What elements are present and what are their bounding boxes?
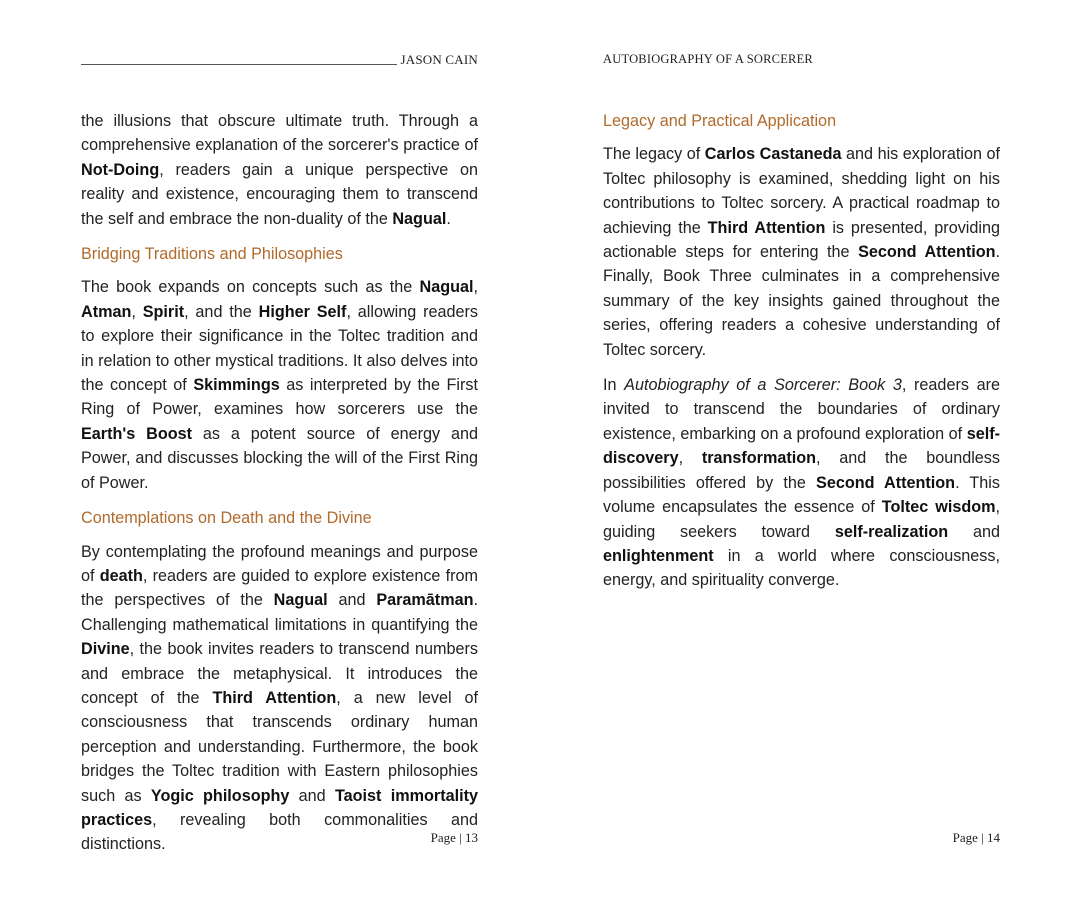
page-number-14: Page | 14	[952, 830, 1000, 845]
bold-term: Higher Self	[258, 302, 347, 321]
bold-term: Nagual	[419, 278, 474, 297]
bold-term: Taoist immortality practices	[81, 786, 478, 829]
bold-term: Divine	[81, 640, 130, 659]
bold-term: Toltec wisdom	[881, 498, 996, 517]
bold-term: Paramātman	[376, 591, 474, 610]
bold-term: enlightenment	[603, 546, 714, 565]
bold-term: Yogic philosophy	[150, 786, 290, 805]
right-page-body	[603, 109, 1000, 604]
opening-paragraph: the illusions that obscure ultimate truth. Through a comprehensive explanation of the sorcerer's practice of Not-Doing, readers gain a unique perspective on reality and existence, encouraging them to transcend the self and embrace the non-duality of the Nagual.	[81, 112, 478, 228]
bridging-traditions-paragraph: The book expands on concepts such as the Nagual, Atman, Spirit, and the Higher Self, allowing readers to explore their significance in the Toltec tradition and in relation to other mystical traditions. It also delves into the concept of Skimmings as interpreted by the First Ring of Power, examines how sorcerers use the Earth's Boost as a potent source of energy and Power, and discusses blocking the will of the First Ring of Power.	[81, 278, 478, 492]
left-running-head	[81, 52, 478, 68]
bold-term: Third Attention	[707, 218, 826, 237]
bold-term: Third Attention	[212, 688, 337, 707]
bold-term: Nagual	[392, 209, 447, 228]
section-heading-contemplations: Contemplations on Death and the Divine	[81, 509, 372, 528]
book-title-header: AUTOBIOGRAPHY OF A SORCERER	[603, 52, 813, 66]
right-page	[603, 0, 1000, 900]
italic-title: Autobiography of a Sorcerer: Book 3	[624, 376, 902, 395]
bold-term: Second Attention	[816, 473, 956, 492]
page-number-13: Page | 13	[430, 830, 478, 845]
bold-term: self-discovery	[603, 424, 1000, 468]
bold-term: Nagual	[273, 591, 328, 610]
closing-paragraph: In Autobiography of a Sorcerer: Book 3, readers are invited to transcend the boundaries of ordinary existence, embarking on a profound exploration of self-discovery, transformation, and the boundless possibilities offered by the Second Attention. This volume encapsulates the essence of Toltec wisdom, guiding seekers toward self-realization and enlightenment in a world where consciousness, energy, and spirituality converge.	[603, 376, 1000, 590]
bold-term: Second Attention	[858, 243, 996, 262]
section-heading-legacy: Legacy and Practical Application	[603, 112, 837, 130]
bold-term: Not-Doing	[81, 160, 160, 179]
bold-term: Atman	[81, 302, 132, 321]
left-page	[81, 0, 478, 900]
bold-term: self-realization	[834, 522, 949, 541]
author-header: JASON CAIN	[400, 52, 478, 67]
bold-term: Carlos Castaneda	[704, 145, 842, 164]
legacy-paragraph: The legacy of Carlos Castaneda and his exploration of Toltec philosophy is examined, shedding light on his contributions to Toltec sorcery. A practical roadmap to achieving the Third Attention is presented, providing actionable steps for entering the Second Attention. Finally, Book Three culminates in a comprehensive summary of the key insights gained throughout the series, offering readers a cohesive understanding of Toltec sorcery.	[603, 145, 1001, 359]
header-rule	[81, 64, 397, 65]
contemplations-paragraph: By contemplating the profound meanings and purpose of death, readers are guided to explore existence from the perspectives of the Nagual and Paramātman. Challenging mathematical limitations in quantifying the Divine, the book invites readers to transcend numbers and embrace the metaphysical. It introduces the concept of the Third Attention, a new level of consciousness that transcends ordinary human perception and understanding. Furthermore, the book bridges the Toltec tradition with Eastern philosophies such as Yogic philosophy and Taoist immortality practices, revealing both commonalities and distinctions.	[81, 542, 478, 854]
left-page-body	[81, 109, 478, 868]
bold-term: Skimmings	[193, 376, 280, 395]
bold-term: transformation	[701, 449, 817, 468]
bold-term: Earth's Boost	[81, 424, 192, 443]
bold-term: Spirit	[142, 302, 185, 321]
section-heading-bridging-traditions: Bridging Traditions and Philosophies	[81, 245, 343, 264]
bold-term: death	[99, 566, 143, 585]
